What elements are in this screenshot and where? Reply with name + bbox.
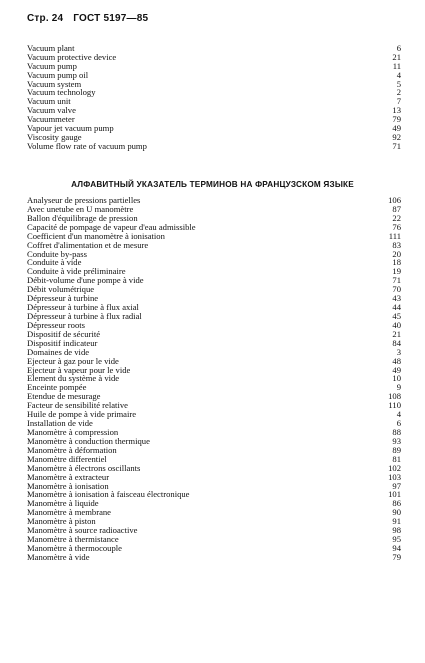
index-term: Coffret d'alimentation et de mesure — [27, 239, 149, 250]
english-term-index — [27, 44, 401, 151]
index-page-number: 71 — [392, 140, 401, 151]
index-term: Manomètre differentiel — [27, 453, 107, 464]
index-term: Capacité de pompage de vapeur d'eau admissible — [27, 221, 196, 232]
index-term: Installation de vide — [27, 418, 93, 429]
index-page-number: 4 — [396, 409, 401, 420]
index-page-number: 4 — [396, 69, 401, 80]
index-term: Vacuum pump — [27, 60, 77, 71]
index-term: Dépresseur à turbine à flux axial — [27, 302, 139, 313]
index-page-number: 22 — [392, 212, 401, 223]
index-term: Dépresseur roots — [27, 319, 85, 330]
index-term: Manomètre à liquide — [27, 498, 99, 509]
index-entry — [27, 142, 401, 151]
index-term: Conduite by-pass — [27, 248, 87, 259]
page-header — [27, 13, 155, 24]
index-page-number: 6 — [396, 418, 401, 429]
index-term: Avec unetube en U manomètre — [27, 203, 134, 214]
index-term: Dispositif de sécurité — [27, 328, 101, 339]
index-page-number: 2 — [396, 87, 401, 98]
index-term: Vapour jet vacuum pump — [27, 122, 114, 133]
index-page-number: 79 — [392, 551, 401, 562]
index-page-number: 48 — [392, 355, 401, 366]
index-term: Ejecteur à gaz pour le vide — [27, 355, 119, 366]
index-term: Manomètre à électrons oscillants — [27, 462, 141, 473]
index-page-number: 49 — [392, 364, 401, 375]
index-page-number: 101 — [388, 489, 401, 500]
index-page-number: 18 — [392, 257, 401, 268]
index-term: Volume flow rate of vacuum pump — [27, 140, 147, 151]
index-page-number: 81 — [392, 453, 401, 464]
index-page-number: 5 — [396, 78, 401, 89]
index-page-number: 108 — [388, 391, 401, 402]
index-entry — [27, 553, 401, 562]
index-term: Conduite à vide préliminaire — [27, 266, 126, 277]
index-entry — [27, 88, 401, 97]
index-term: Vacuum plant — [27, 43, 75, 53]
index-page-number: 89 — [392, 444, 401, 455]
index-term: Ballon d'équilibrage de pression — [27, 212, 138, 223]
index-page-number: 76 — [392, 221, 401, 232]
index-term: Manomètre à vide — [27, 551, 90, 562]
page-number: Стр. 24 — [27, 13, 64, 24]
index-term: Débit-volume d'une pompe à vide — [27, 275, 144, 286]
index-term: Dépresseur à turbine à flux radial — [27, 310, 142, 321]
index-page-number: 49 — [392, 122, 401, 133]
index-term: Vacuum pump oil — [27, 69, 89, 80]
index-page-number: 7 — [396, 96, 401, 107]
index-term: Manomètre à ionisation à faisceau électronique — [27, 489, 190, 500]
index-term: Vacuum protective device — [27, 51, 117, 62]
index-page-number: 86 — [392, 498, 401, 509]
index-page-number: 71 — [392, 275, 401, 286]
index-page-number: 79 — [392, 114, 401, 124]
index-page-number: 102 — [388, 462, 401, 473]
index-term: Vacuum unit — [27, 96, 71, 107]
index-term: Analyseur de pressions partielles — [27, 195, 141, 205]
index-term: Enceinte pompée — [27, 382, 87, 393]
index-term: Manomètre à conduction thermique — [27, 435, 150, 446]
index-term: Manomètre à ionisation — [27, 480, 109, 491]
index-term: Manomètre à piston — [27, 516, 96, 527]
index-page-number: 111 — [388, 230, 401, 241]
index-page-number: 43 — [392, 293, 401, 304]
index-term: Ejecteur à vapeur pour le vide — [27, 364, 131, 375]
index-entry — [27, 124, 401, 133]
index-entry — [27, 71, 401, 80]
index-page-number: 10 — [392, 373, 401, 384]
index-page-number: 21 — [392, 328, 401, 339]
index-term: Facteur de sensibilité relative — [27, 400, 128, 411]
index-term: Manomètre à membrane — [27, 507, 111, 518]
index-term: Vacuum technology — [27, 87, 96, 98]
index-term: Element du système à vide — [27, 373, 120, 384]
index-page-number: 97 — [392, 480, 401, 491]
index-entry — [27, 97, 401, 106]
index-term: Dépresseur à turbine — [27, 293, 99, 304]
index-term: Huile de pompe à vide primaire — [27, 409, 137, 420]
index-entry — [27, 250, 401, 259]
index-page-number: 93 — [392, 435, 401, 446]
index-page-number: 98 — [392, 525, 401, 536]
index-page-number: 13 — [392, 105, 401, 116]
index-entry — [27, 53, 401, 62]
index-page-number: 3 — [396, 346, 401, 357]
index-page-number: 103 — [388, 471, 401, 482]
index-page-number: 88 — [392, 426, 401, 437]
index-page-number: 21 — [392, 51, 401, 62]
index-term: Manomètre à thermocouple — [27, 542, 122, 553]
index-term: Manomètre à source radioactive — [27, 525, 138, 536]
index-page-number: 19 — [392, 266, 401, 277]
index-term: Coefficient d'un manomètre à ionisation — [27, 230, 165, 241]
index-page-number: 45 — [392, 310, 401, 321]
index-term: Manomètre à compression — [27, 426, 119, 437]
index-term: Conduite à vide — [27, 257, 82, 268]
index-page-number: 70 — [392, 284, 401, 295]
index-page-number: 6 — [396, 43, 401, 53]
index-page-number: 90 — [392, 507, 401, 518]
index-page-number: 40 — [392, 319, 401, 330]
index-term: Manomètre à déformation — [27, 444, 117, 455]
index-term: Manomètre à thermistance — [27, 534, 119, 545]
french-term-index — [27, 196, 401, 562]
index-term: Vacuum system — [27, 78, 82, 89]
index-page-number: 110 — [388, 400, 401, 411]
index-page-number: 106 — [388, 195, 401, 205]
index-term: Domaines de vide — [27, 346, 90, 357]
section-title: АЛФАВИТНЫЙ УКАЗАТЕЛЬ ТЕРМИНОВ НА ФРАНЦУЗСКОМ ЯЗЫКЕ — [71, 180, 354, 189]
index-term: Dispositif indicateur — [27, 337, 98, 348]
index-term: Vacuum valve — [27, 105, 76, 116]
index-term: Manomètre à extracteur — [27, 471, 110, 482]
index-entry — [27, 106, 401, 115]
index-page-number: 87 — [392, 203, 401, 214]
index-term: Viscosity gauge — [27, 131, 82, 142]
index-page-number: 92 — [392, 131, 401, 142]
index-page-number: 11 — [392, 60, 401, 71]
index-page-number: 44 — [392, 302, 401, 313]
index-page-number: 95 — [392, 534, 401, 545]
index-page-number: 94 — [392, 542, 401, 553]
index-term: Etendue de mesurage — [27, 391, 101, 402]
index-page-number: 9 — [396, 382, 401, 393]
index-term: Vacuummeter — [27, 114, 75, 124]
standard-id: ГОСТ 5197—85 — [73, 13, 149, 24]
index-page-number: 83 — [392, 239, 401, 250]
index-term: Débit volumétrique — [27, 284, 95, 295]
index-page-number: 84 — [392, 337, 401, 348]
index-page-number: 91 — [392, 516, 401, 527]
index-page-number: 20 — [392, 248, 401, 259]
